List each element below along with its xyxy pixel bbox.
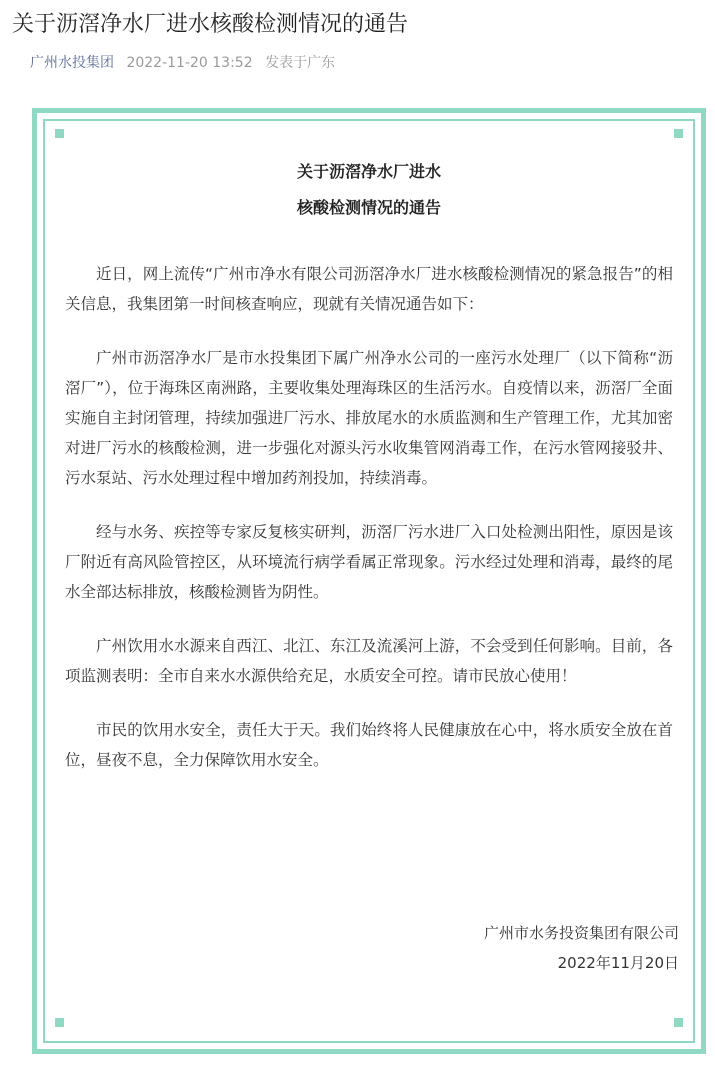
notice-paragraph: 广州饮用水水源来自西江、北江、东江及流溪河上游，不会受到任何影响。目前，各项监测表明：全市自来水水源供给充足，水质安全可控。请市民放心使用！ bbox=[65, 637, 673, 685]
notice-paragraph: 近日，网上流传“广州市净水有限公司沥滘净水厂进水核酸检测情况的紧急报告”的相关信息，我集团第一时间核查响应，现就有关情况通告如下： bbox=[65, 265, 673, 313]
signature-date: 2022年11月20日 bbox=[557, 954, 679, 972]
article-title: 关于沥滘净水厂进水核酸检测情况的通告 bbox=[12, 12, 409, 37]
frame-corner-square-icon bbox=[55, 129, 64, 138]
frame-corner-square-icon bbox=[674, 1018, 683, 1027]
publish-location: 发表于广东 bbox=[265, 55, 336, 71]
notice-body bbox=[65, 150, 673, 775]
frame-corner-square-icon bbox=[674, 129, 683, 138]
account-name-link[interactable]: 广州水投集团 bbox=[30, 55, 114, 71]
notice-heading-line1: 关于沥滘净水厂进水 bbox=[296, 162, 441, 181]
notice-paragraph: 经与水务、疾控等专家反复核实研判，沥滘厂污水进厂入口处检测出阳性，原因是该厂附近有高风险管控区，从环境流行病学看属正常现象。污水经过处理和消毒，最终的尾水全部达标排放，核酸检测皆为阴性。 bbox=[65, 523, 673, 601]
article-meta bbox=[30, 52, 335, 74]
notice-paragraph: 广州市沥滘净水厂是市水投集团下属广州净水公司的一座污水处理厂（以下简称“沥滘厂”），位于海珠区南洲路，主要收集处理海珠区的生活污水。自疫情以来，沥滘厂全面实施自主封闭管理，持续加强进厂污水、排放尾水的水质监测和生产管理工作，尤其加密对进厂污水的核酸检测，进一步强化对源头污水收集管网消毒工作，在污水管网接驳井、污水泵站、污水处理过程中增加药剂投加，持续消毒。 bbox=[65, 349, 673, 487]
notice-paragraph: 市民的饮用水安全，责任大于天。我们始终将人民健康放在心中，将水质安全放在首位，昼夜不息，全力保障饮用水安全。 bbox=[65, 721, 673, 769]
notice-heading-line2: 核酸检测情况的通告 bbox=[296, 198, 441, 217]
publish-datetime: 2022-11-20 13:52 bbox=[126, 55, 253, 71]
frame-corner-square-icon bbox=[55, 1018, 64, 1027]
signature-organization: 广州市水务投资集团有限公司 bbox=[483, 924, 679, 942]
notice-signature bbox=[484, 918, 679, 978]
